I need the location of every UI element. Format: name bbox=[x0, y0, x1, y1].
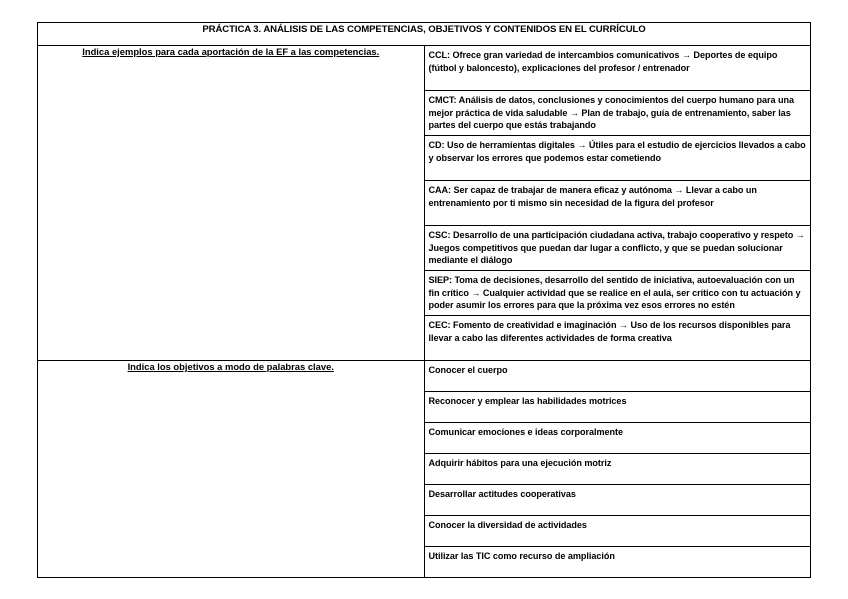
competencia-ccl: CCL: Ofrece gran variedad de intercambios comunicativos → Deportes de equipo (fútbol y baloncesto), explicaciones del profesor / entrenador bbox=[424, 46, 811, 91]
competencias-label: Indica ejemplos para cada aportación de la EF a las competencias. bbox=[38, 46, 425, 361]
table-title: PRÁCTICA 3. ANÁLISIS DE LAS COMPETENCIAS, OBJETIVOS Y CONTENIDOS EN EL CURRÍCULO bbox=[38, 23, 811, 46]
objetivo-item: Desarrollar actitudes cooperativas bbox=[424, 485, 811, 516]
practice-table bbox=[37, 22, 811, 578]
title-row bbox=[38, 23, 811, 46]
objetivo-item: Conocer la diversidad de actividades bbox=[424, 516, 811, 547]
objetivo-item: Reconocer y emplear las habilidades motrices bbox=[424, 392, 811, 423]
competencia-caa: CAA: Ser capaz de trabajar de manera eficaz y autónoma → Llevar a cabo un entrenamiento por ti mismo sin necesidad de la figura del profesor bbox=[424, 181, 811, 226]
objetivo-item: Comunicar emociones e ideas corporalmente bbox=[424, 423, 811, 454]
competencia-siep: SIEP: Toma de decisiones, desarrollo del sentido de iniciativa, autoevaluación con un fin crítico → Cualquier actividad que se realice en el aula, ser crítico con tu actuación y poder asumir los errores para que la próxima vez esos errores no estén bbox=[424, 271, 811, 316]
objetivos-label: Indica los objetivos a modo de palabras clave. bbox=[38, 361, 425, 578]
competencia-csc: CSC: Desarrollo de una participación ciudadana activa, trabajo cooperativo y respeto → Juegos competitivos que puedan dar lugar a conflicto, y que se puedan solucionar mediante el diálogo bbox=[424, 226, 811, 271]
objetivo-item: Adquirir hábitos para una ejecución motriz bbox=[424, 454, 811, 485]
competencia-cmct: CMCT: Análisis de datos, conclusiones y conocimientos del cuerpo humano para una mejor práctica de vida saludable → Plan de trabajo, guía de entrenamiento, saber las partes del cuerpo que estás trabajando bbox=[424, 91, 811, 136]
objetivo-item: Conocer el cuerpo bbox=[424, 361, 811, 392]
objetivo-item: Utilizar las TIC como recurso de ampliación bbox=[424, 547, 811, 578]
objetivo-row bbox=[38, 361, 811, 392]
competencia-cd: CD: Uso de herramientas digitales → Útiles para el estudio de ejercicios llevados a cabo y observar los errores que podemos estar cometiendo bbox=[424, 136, 811, 181]
competencia-row bbox=[38, 46, 811, 91]
competencia-cec: CEC: Fomento de creatividad e imaginación → Uso de los recursos disponibles para llevar a cabo las diferentes actividades de forma creativa bbox=[424, 316, 811, 361]
